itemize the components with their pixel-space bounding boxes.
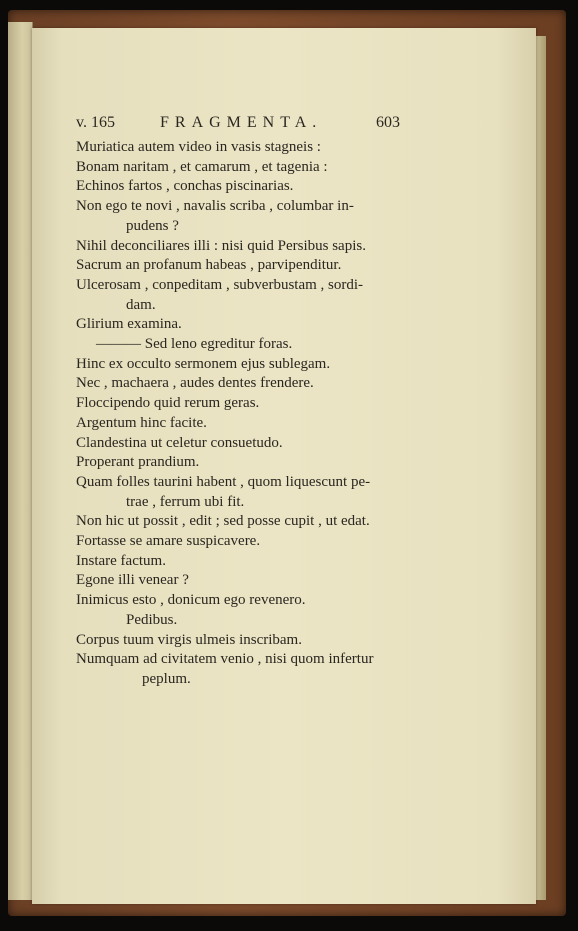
verse-line-continuation: pudens ? bbox=[126, 217, 179, 234]
verse-line: Argentum hinc facite. bbox=[76, 414, 207, 431]
verse-line: Properant prandium. bbox=[76, 454, 200, 471]
verse-line: Numquam ad civitatem venio , nisi quom infertur bbox=[76, 651, 374, 668]
verse-line: Clandestina ut celetur consuetudo. bbox=[76, 434, 283, 451]
running-title: FRAGMENTA. bbox=[160, 114, 323, 131]
verse-line: Egone illi venear ? bbox=[76, 572, 189, 589]
facing-page-edge bbox=[8, 22, 33, 900]
verse-line: Ulcerosam , conpeditam , subverbustam , sordi- bbox=[76, 276, 364, 293]
verse-line: Instare factum. bbox=[76, 552, 166, 569]
verse-line: Echinos fartos , conchas piscinarias. bbox=[76, 178, 294, 195]
verse-line-continuation: Pedibus. bbox=[126, 611, 178, 628]
page-number: 603 bbox=[376, 114, 400, 131]
verse-line: Fortasse se amare suspicavere. bbox=[76, 533, 261, 550]
verse-line: Sacrum an profanum habeas , parvipenditur. bbox=[76, 257, 342, 274]
page-text bbox=[76, 112, 406, 690]
verse-line: Glirium examina. bbox=[76, 316, 182, 333]
verse-line: Nihil deconciliares illi : nisi quid Persibus sapis. bbox=[76, 237, 366, 254]
page-block-edge bbox=[536, 36, 546, 900]
verse-reference: v. 165 bbox=[76, 114, 115, 131]
verse-line-continuation: peplum. bbox=[142, 670, 191, 687]
verse-line: Inimicus esto , donicum ego revenero. bbox=[76, 592, 306, 609]
verse-line: Hinc ex occulto sermonem ejus sublegam. bbox=[76, 355, 331, 372]
verse-line: Muriatica autem video in vasis stagneis : bbox=[76, 139, 321, 155]
verse-line-continuation: dam. bbox=[126, 296, 156, 313]
verse-line: Quam folles taurini habent , quom liquescunt pe- bbox=[76, 473, 371, 490]
running-head bbox=[76, 112, 406, 134]
verse-line: Bonam naritam , et camarum , et tagenia : bbox=[76, 158, 328, 175]
verse-line: Non ego te novi , navalis scriba , columbar in- bbox=[76, 198, 354, 215]
verse-line: ——— Sed leno egreditur foras. bbox=[96, 336, 293, 353]
verse-line: Floccipendo quid rerum geras. bbox=[76, 395, 260, 412]
verse-line: Nec , machaera , audes dentes frendere. bbox=[76, 375, 314, 392]
verse-line: Corpus tuum virgis ulmeis inscribam. bbox=[76, 631, 302, 648]
verse-line: Non hic ut possit , edit ; sed posse cupit , ut edat. bbox=[76, 513, 370, 530]
verse-line-continuation: trae , ferrum ubi fit. bbox=[126, 493, 245, 510]
verse-lines bbox=[76, 138, 406, 690]
